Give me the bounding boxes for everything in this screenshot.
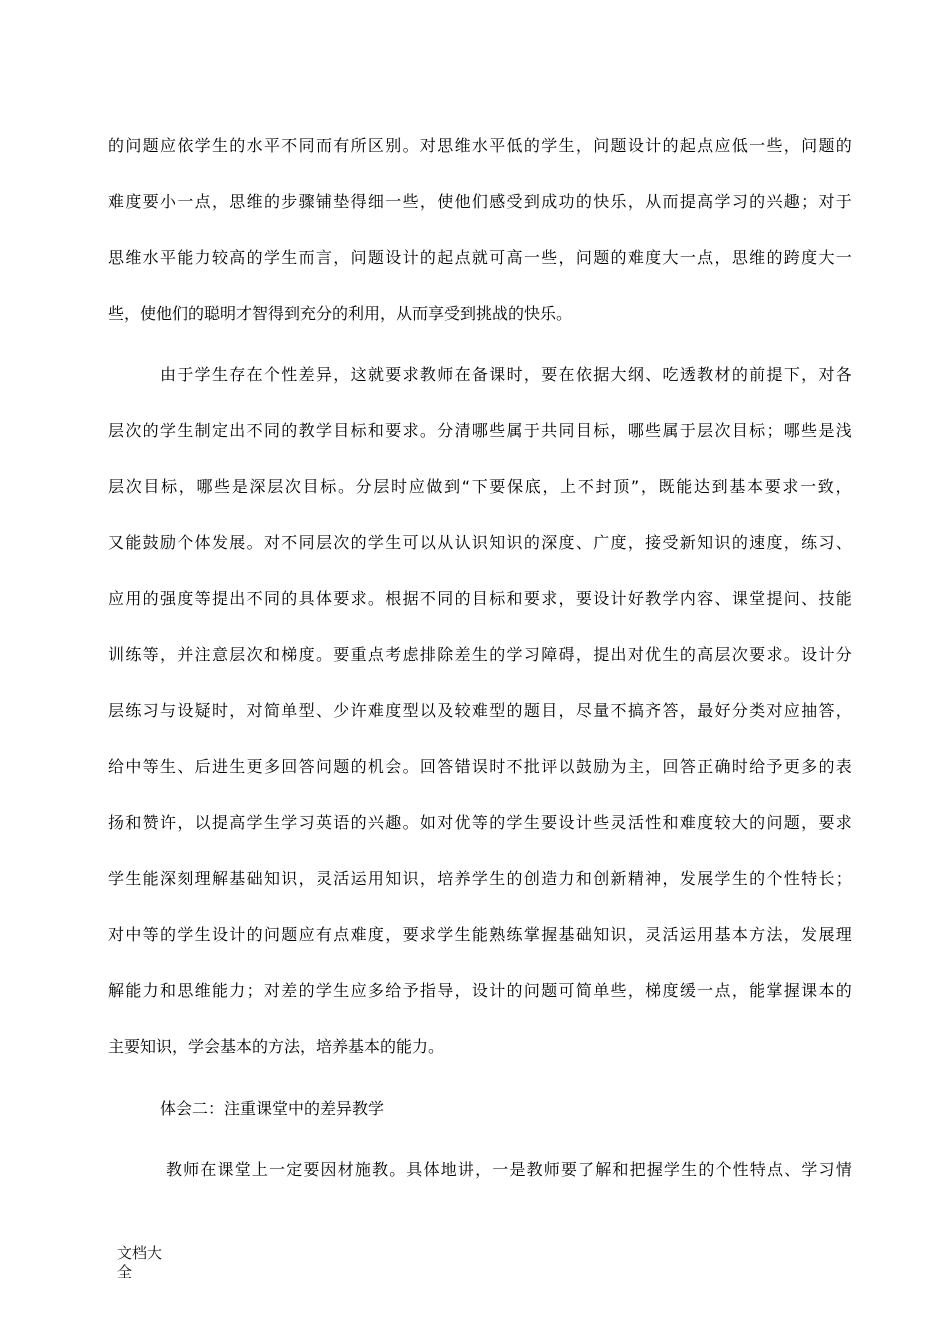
- paragraph-2-line-9: 扬 和 赞 许 ， 以 提 高 学 生 学 习 英 语 的 兴 趣 。 如 对 优 等 的 学 生 要 设 计 些 灵 活 性 和 难 度 较 大 的 问 题 ， 要 求: [108, 813, 852, 832]
- paragraph-1-line-1: 的 问 题 应 依 学 生 的 水 平 不 同 而 有 所 区 别 。 对 思 维 水 平 低 的 学 生 ， 问 题 设 计 的 起 点 应 低 一 些 ， 问 题 的: [108, 136, 852, 155]
- paragraph-2-line-4: 又 能 鼓 励 个 体 发 展 。 对 不 同 层 次 的 学 生 可 以 从 认 识 知 识 的 深 度 、 广 度 ， 接 受 新 知 识 的 速 度 ， 练 习 、: [108, 533, 852, 552]
- paragraph-1-line-4: 些，使他们的聪明才智得到充分的利用，从而享受到挑战的快乐。: [108, 304, 573, 323]
- paragraph-2-line-2: 层 次 的 学 生 制 定 出 不 同 的 教 学 目 标 和 要 求 。 分 清 哪 些 属 于 共 同 目 标 ， 哪 些 属 于 层 次 目 标 ； 哪 些 是 浅: [108, 421, 852, 440]
- paragraph-2-line-3: 层 次 目 标 ， 哪 些 是 深 层 次 目 标 。 分 层 时 应 做 到 “ 下 要 保 底 ， 上 不 封 顶 ” ， 既 能 达 到 基 本 要 求 一 致 ，: [108, 477, 852, 496]
- paragraph-2-line-12: 解 能 力 和 思 维 能 力 ； 对 差 的 学 生 应 多 给 予 指 导 ， 设 计 的 问 题 可 简 单 些 ， 梯 度 缓 一 点 ， 能 掌 握 课 本 的: [108, 981, 852, 1000]
- paragraph-2-line-10: 学 生 能 深 刻 理 解 基 础 知 识 ， 灵 活 运 用 知 识 ， 培 养 学 生 的 创 造 力 和 创 新 精 神 ， 发 展 学 生 的 个 性 特 长 ；: [108, 869, 852, 888]
- paragraph-2-line-11: 对 中 等 的 学 生 设 计 的 问 题 应 有 点 难 度 ， 要 求 学 生 能 熟 练 掌 握 基 础 知 识 ， 灵 活 运 用 基 本 方 法 ， 发 展 理: [108, 925, 852, 944]
- page-footer: 文档大全: [117, 1244, 163, 1281]
- paragraph-2-line-13: 主要知识，学会基本的方法，培养基本的能力。: [108, 1037, 445, 1056]
- paragraph-2-line-6: 训 练 等 ， 并 注 意 层 次 和 梯 度 。 要 重 点 考 虑 排 除 差 生 的 学 习 障 碍 ， 提 出 对 优 生 的 高 层 次 要 求 。 设 计 分: [108, 645, 852, 664]
- section-heading: 体会二：注重课堂中的差异教学: [160, 1099, 385, 1118]
- paragraph-2-line-8: 给 中 等 生 、 后 进 生 更 多 回 答 问 题 的 机 会 。 回 答 错 误 时 不 批 评 以 鼓 励 为 主 ， 回 答 正 确 时 给 予 更 多 的 表: [108, 757, 852, 776]
- paragraph-2-line-1: 由 于 学 生 存 在 个 性 差 异 ， 这 就 要 求 教 师 在 备 课 时 ， 要 在 依 据 大 纲 、 吃 透 教 材 的 前 提 下 ， 对 各: [160, 365, 852, 384]
- paragraph-1-line-3: 思 维 水 平 能 力 较 高 的 学 生 而 言 ， 问 题 设 计 的 起 点 就 可 高 一 些 ， 问 题 的 难 度 大 一 点 ， 思 维 的 跨 度 大 一: [108, 248, 852, 267]
- paragraph-2-line-5: 应 用 的 强 度 等 提 出 不 同 的 具 体 要 求 。 根 据 不 同 的 目 标 和 要 求 ， 要 设 计 好 教 学 内 容 、 课 堂 提 问 、 技 能: [108, 589, 852, 608]
- paragraph-2-line-7: 层 练 习 与 设 疑 时 ， 对 简 单 型 、 少 许 难 度 型 以 及 较 难 型 的 题 目 ， 尽 量 不 搞 齐 答 ， 最 好 分 类 对 应 抽 答 ，: [108, 701, 852, 720]
- paragraph-4-line-1: 教 师 在 课 堂 上 一 定 要 因 材 施 教 。 具 体 地 讲 ， 一 是 教 师 要 了 解 和 把 握 学 生 的 个 性 特 点 、 学 习 情: [166, 1160, 852, 1179]
- paragraph-1-line-2: 难 度 要 小 一 点 ， 思 维 的 步 骤 铺 垫 得 细 一 些 ， 使 他 们 感 受 到 成 功 的 快 乐 ， 从 而 提 高 学 习 的 兴 趣 ； 对 于: [108, 192, 852, 211]
